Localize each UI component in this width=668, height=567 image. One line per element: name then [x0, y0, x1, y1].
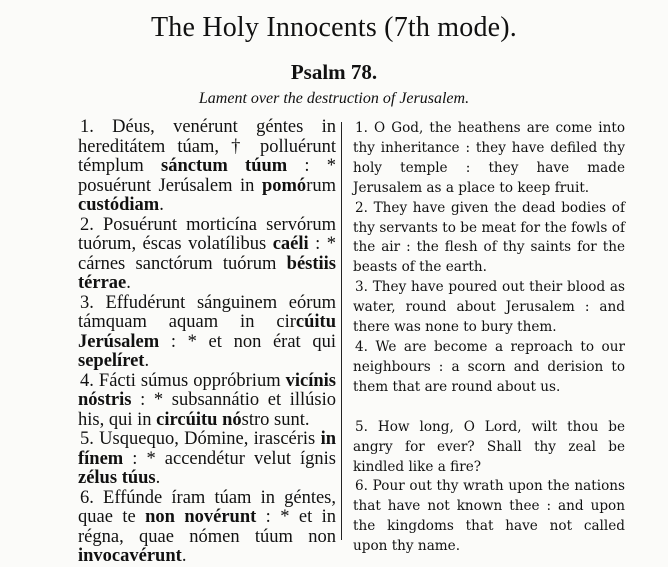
verse-text: 1. Déus, venérunt géntes in hereditátem túam, † polluérunt témplum: [78, 117, 336, 176]
verse-text: .: [181, 546, 187, 566]
latin-column: [78, 118, 336, 567]
column-divider: [341, 122, 342, 540]
verse-text: 4. Fácti súmus oppróbrium: [80, 370, 286, 391]
psalm-subtitle: Lament over the destruction of Jerusalem.: [198, 90, 470, 107]
verse-text: : * posuérunt Jerúsalem in: [78, 156, 337, 196]
english-verse-1: 1. O God, the heathens are come into thy inheritance : they have defiled thy holy temple : they have made Jerusalem as a place to keep fruit.: [353, 120, 625, 196]
accented-syllable: custódiam: [78, 195, 160, 215]
accented-syllable: sánctum: [161, 156, 228, 176]
latin-verse-5: [78, 430, 336, 489]
accented-syllable: cúitu: [295, 312, 336, 332]
verse-text: .: [144, 351, 150, 371]
accented-syllable: non: [145, 507, 175, 527]
accented-syllable: circúitu: [156, 409, 218, 430]
accented-syllable: Jerúsalem: [78, 331, 160, 352]
verse-text: 6. Effúnde íram túam in géntes, quae te: [78, 487, 336, 527]
verse-text: .: [126, 273, 131, 293]
latin-verse-6: [78, 489, 336, 567]
accented-syllable: vicínis: [285, 370, 336, 391]
verse-text: .: [155, 468, 161, 488]
accented-syllable: térrae: [78, 273, 127, 293]
latin-verse-2: [78, 216, 336, 294]
verse-text: [175, 507, 184, 527]
accented-syllable: zélus: [78, 468, 118, 488]
latin-verse-1: [78, 118, 336, 216]
verse-text: : * subsannátio et illúsio his, qui in: [78, 390, 336, 430]
accented-syllable: túus: [121, 468, 156, 488]
accented-syllable: fínem: [78, 448, 124, 469]
accented-syllable: in: [320, 429, 336, 449]
verse-text: : * cárnes sanctórum tuórum: [78, 234, 337, 274]
english-verse-5: 5. How long, O Lord, wilt thou be angry for ever? Shall thy zeal be kindled like a fire?: [353, 418, 625, 475]
latin-verse-4: [78, 372, 336, 431]
page-title: The Holy Innocents (7th mode).: [150, 12, 518, 43]
accented-syllable: nó: [222, 409, 242, 430]
verse-text: : * et in régna, quae nómen túum non: [78, 507, 336, 547]
accented-syllable: caéli: [272, 234, 309, 254]
english-verse-4: 4. We are become a reproach to our neighbours : a scorn and derision to them that are round about us.: [353, 338, 625, 395]
accented-syllable: novérunt: [184, 507, 257, 527]
verse-text: .: [159, 195, 164, 215]
latin-verse-3: [78, 294, 336, 372]
accented-syllable: túum: [245, 156, 288, 176]
verse-text: [228, 156, 245, 176]
accented-syllable: béstiis: [286, 253, 336, 274]
english-verse-6: 6. Pour out thy wrath upon the nations that have not known thee : and upon the kingdoms that have not called upon thy name.: [353, 478, 625, 555]
verse-text: 5. Usquequo, Dómine, irascéris: [80, 429, 321, 449]
verse-text: libus: [230, 234, 273, 254]
verse-text: : * accendétur velut ígnis: [123, 448, 336, 469]
psalm-heading: Psalm 78.: [290, 60, 378, 84]
verse-text: stro sunt.: [241, 409, 310, 430]
accented-syllable: sepelíret: [78, 351, 145, 371]
verse-text: rum: [306, 175, 336, 196]
accented-syllable: nóstris: [78, 390, 132, 410]
verse-text: 2. Posuérunt morticína servórum tuórum, éscas volatí: [78, 214, 336, 254]
accented-syllable: invocavérunt: [78, 546, 182, 566]
english-verse-3: 3. They have poured out their blood as water, round about Jerusalem : and there was none to bury them.: [353, 279, 625, 336]
english-verse-2: 2. They have given the dead bodies of thy servants to be meat for the fowls of the air : the flesh of thy saints for the beasts of the earth.: [353, 199, 625, 276]
verse-text: 3. Effudérunt sánguinem eórum támquam aquam in cir: [78, 292, 336, 332]
verse-text: : * et non érat qui: [159, 331, 336, 352]
accented-syllable: pomó: [261, 175, 307, 196]
english-column: [353, 119, 625, 557]
